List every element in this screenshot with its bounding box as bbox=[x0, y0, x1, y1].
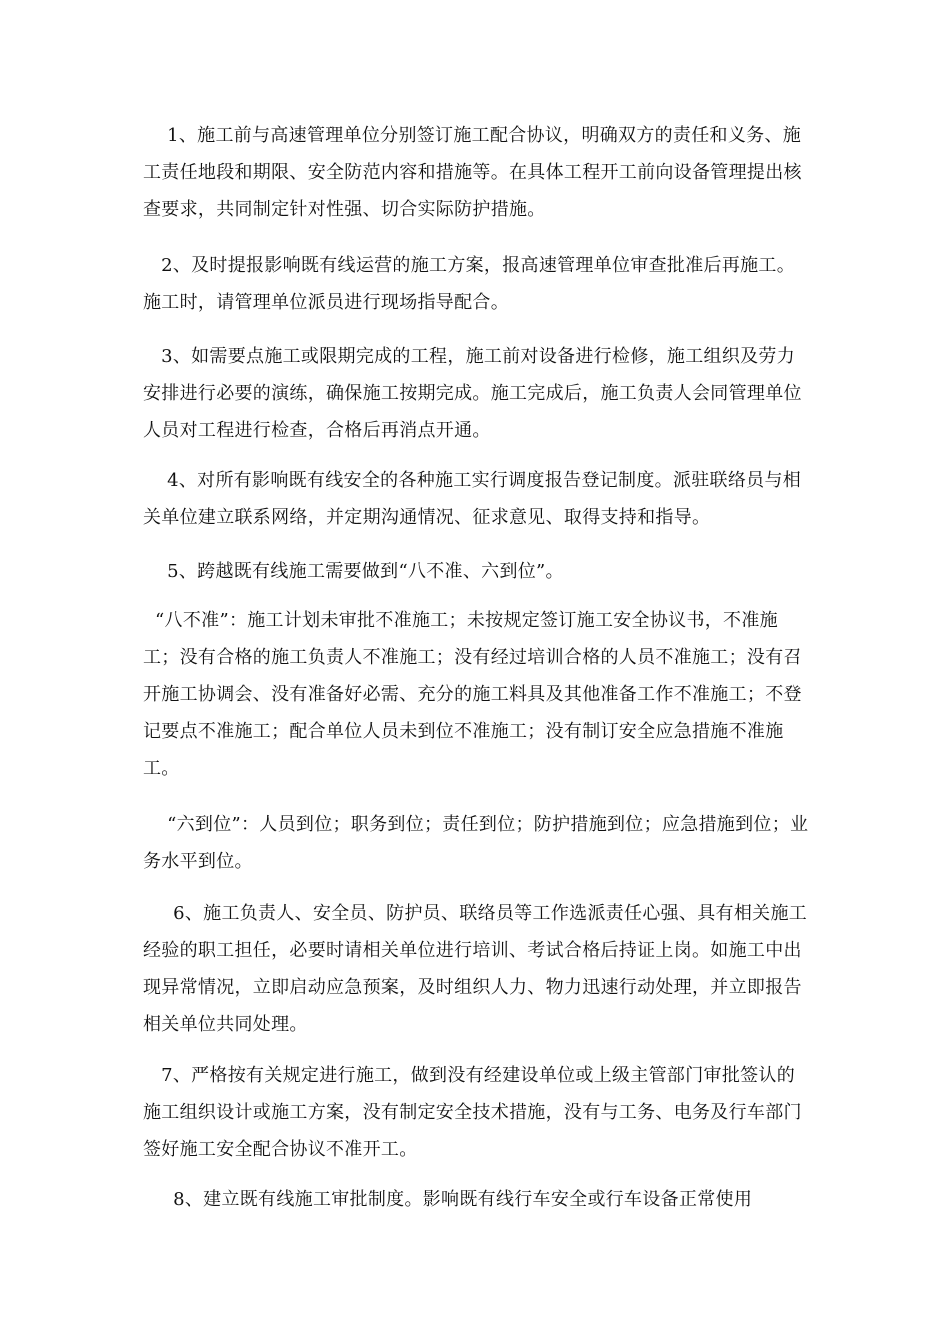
paragraph-7: 7、严格按有关规定进行施工，做到没有经建设单位或上级主管部门审批签认的施工组织设计或施工方案，没有制定安全技术措施，没有与工务、电务及行车部门签好施工安全配合协议不准开工。 bbox=[143, 1065, 802, 1160]
paragraph-6-in-place: “六到位”：人员到位；职务到位；责任到位；防护措施到位；应急措施到位；业务水平到位。 bbox=[143, 814, 809, 872]
paragraph-4: 4、对所有影响既有线安全的各种施工实行调度报告登记制度。派驻联络员与相关单位建立联系网络，并定期沟通情况、征求意见、取得支持和指导。 bbox=[143, 470, 802, 528]
paragraph-3: 3、如需要点施工或限期完成的工程，施工前对设备进行检修，施工组织及劳力安排进行必要的演练，确保施工按期完成。施工完成后，施工负责人会同管理单位人员对工程进行检查，合格后再消点开通。 bbox=[143, 346, 802, 441]
paragraph-8-prohibitions: “八不准”：施工计划未审批不准施工；未按规定签订施工安全协议书，不准施工；没有合格的施工负责人不准施工；没有经过培训合格的人员不准施工；没有召开施工协调会、没有准备好必需、充分的施工料具及其他准备工作不准施工；不登记要点不准施工；配合单位人员未到位不准施工；没有制订安全应急措施不准施工。 bbox=[143, 610, 802, 779]
paragraph-6: 6、施工负责人、安全员、防护员、联络员等工作选派责任心强、具有相关施工经验的职工担任，必要时请相关单位进行培训、考试合格后持证上岗。如施工中出现异常情况，立即启动应急预案，及时组织人力、物力迅速行动处理，并立即报告相关单位共同处理。 bbox=[143, 903, 808, 1035]
paragraph-2: 2、及时提报影响既有线运营的施工方案，报高速管理单位审查批准后再施工。施工时，请管理单位派员进行现场指导配合。 bbox=[143, 255, 796, 313]
paragraph-8: 8、建立既有线施工审批制度。影响既有线行车安全或行车设备正常使用 bbox=[143, 1189, 753, 1210]
paragraph-1: 1、施工前与高速管理单位分别签订施工配合协议，明确双方的责任和义务、施工责任地段和期限、安全防范内容和措施等。在具体工程开工前向设备管理提出核查要求，共同制定针对性强、切合实际防护措施。 bbox=[143, 125, 802, 220]
paragraph-5: 5、跨越既有线施工需要做到“八不准、六到位”。 bbox=[143, 561, 564, 582]
